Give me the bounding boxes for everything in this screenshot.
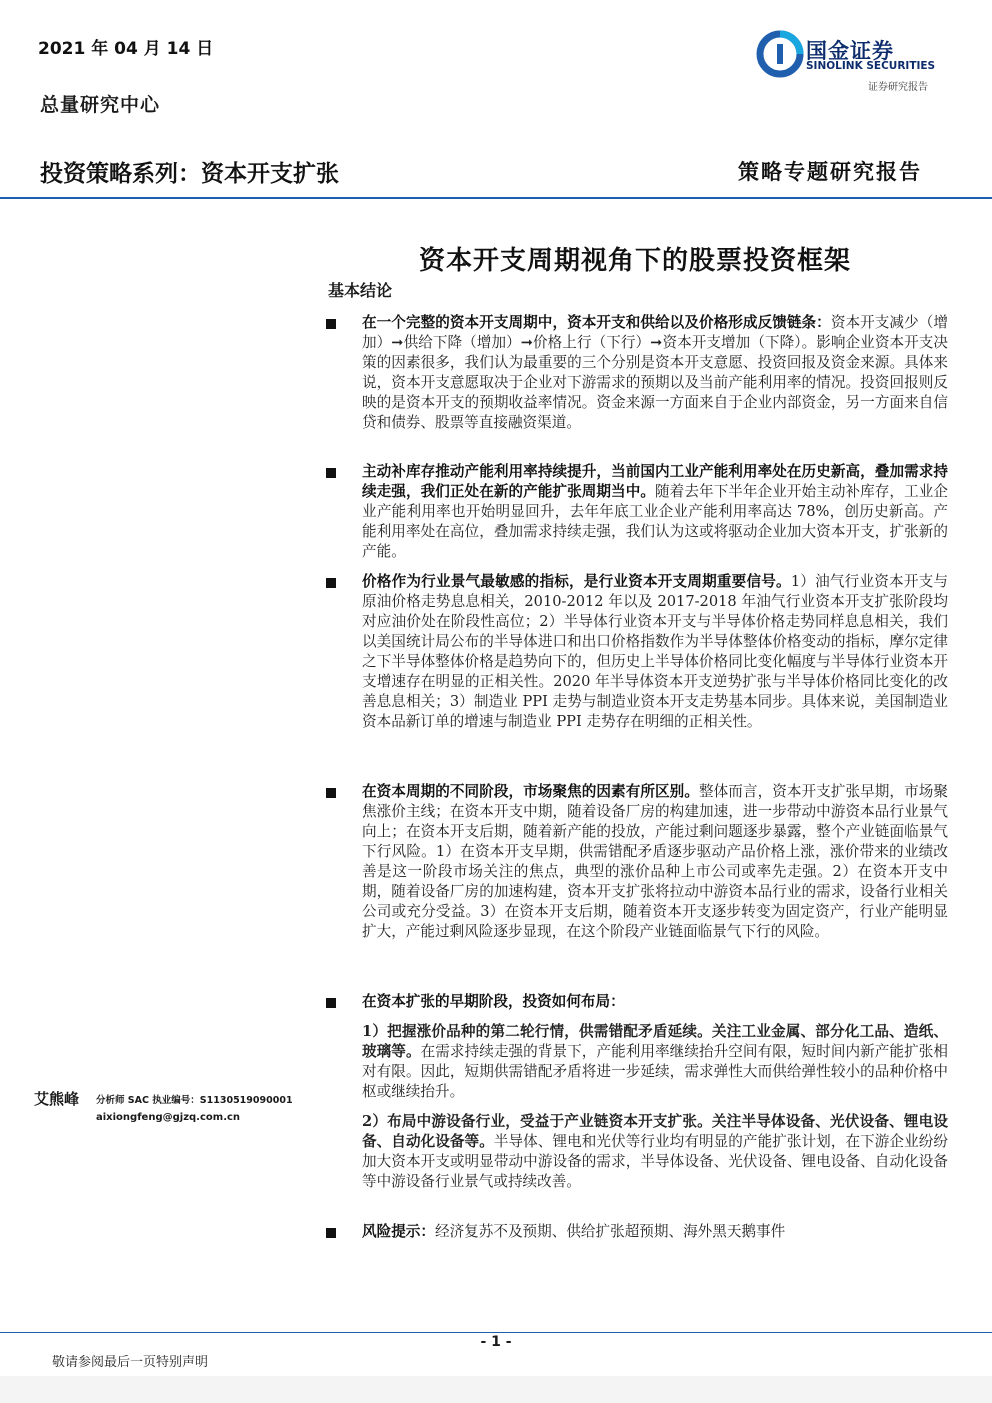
- report-date: 2021 年 04 月 14 日: [38, 39, 214, 59]
- footer-bar: [0, 1376, 992, 1403]
- footer-disclaimer: 敬请参阅最后一页特别声明: [52, 1355, 209, 1370]
- bullet-body: 随着去年下半年企业开始主动补库存，工业企业产能利用率也开始明显回升，去年年底工业企业产能利用率高达 78%，创历史新高。产能利用率处在高位，叠加需求持续走强，我们认为这或将驱动企业加大资本开支，扩张新的产能。: [362, 483, 948, 560]
- footer-divider: [0, 1332, 992, 1333]
- bullet-square-icon: [326, 319, 336, 329]
- logo-subtitle: 证券研究报告: [868, 82, 928, 93]
- bullet-conclusion-1: [326, 313, 948, 433]
- page-number: - 1 -: [480, 1334, 512, 1350]
- analyst-email[interactable]: aixiongfeng@gjzq.com.cn: [96, 1112, 241, 1123]
- bullet-conclusion-2: [326, 462, 948, 562]
- sub-item-bold-lead: 2）布局中游设备行业，受益于产业链资本开支扩张。关注半导体设备、光伏设备、锂电设备、自动化设备等。: [362, 1113, 948, 1150]
- bullet-body: 整体而言，资本开支扩张早期，市场聚焦涨价主线；在资本开支中期，随着设备厂房的构建加速，进一步带动中游资本品行业景气向上；在资本开支后期，随着新产能的投放，产能过剩问题逐步暴露，整个产业链面临景气下行风险。1）在资本开支早期，供需错配矛盾逐步驱动产品价格上涨，涨价带来的业绩改善是这一阶段市场关注的焦点，典型的涨价品种上市公司或率先走强。2）在资本开支中期，随着设备厂房的加速构建，资本开支扩张将拉动中游资本品行业的需求，设备行业相关公司或充分受益。3）在资本开支后期，随着资本开支逐步转变为固定资产，行业产能明显扩大，产能过剩风险逐步显现，在这个阶段产业链面临景气下行的风险。: [362, 783, 948, 940]
- bullet-bold-lead: 风险提示：: [362, 1223, 435, 1240]
- sub-item-2: [362, 1112, 948, 1192]
- bullet-square-icon: [326, 1228, 336, 1238]
- sub-item-bold-lead: 1）把握涨价品种的第二轮行情，供需错配矛盾延续。关注工业金属、部分化工品、造纸、玻璃等。: [362, 1023, 948, 1060]
- sub-item-body: 在需求持续走强的背景下，产能利用率继续抬升空间有限，短时间内新产能扩张相对有限。因此，短期供需错配矛盾将进一步延续，需求弹性大而供给弹性较小的品种价格中枢或继续抬升。: [362, 1043, 948, 1100]
- bullet-conclusion-5: [326, 992, 948, 1012]
- bullet-body: 经济复苏不及预期、供给扩张超预期、海外黑天鹅事件: [434, 1223, 786, 1240]
- bullet-body: 资本开支减少（增加）➞供给下降（增加）➞价格上行（下行）➞资本开支增加（下降）。影响企业资本开支决策的因素很多，我们认为最重要的三个分别是资本开支意愿、投资回报及资金来源。具体来说，资本开支意愿取决于企业对下游需求的预期以及当前产能利用率的情况。投资回报则反映的是资本开支的预期收益率情况。资金来源一方面来自于企业内部资金，另一方面来自信贷和债券、股票等直接融资渠道。: [362, 314, 948, 431]
- analyst-certification: 分析师 SAC 执业编号：S1130519090001: [96, 1095, 293, 1106]
- report-type: 策略专题研究报告: [738, 159, 922, 184]
- bullet-body: 1）油气行业资本开支与原油价格走势息息相关，2010-2012 年以及 2017-2018 年油气行业资本开支扩张阶段均对应油价处在阶段性高位；2）半导体行业资本开支与半导体价格走势同样息息相关，我们以美国统计局公布的半导体进口和出口价格指数作为半导体整体价格变动的指标，摩尔定律之下半导体整体价格是趋势向下的，但历史上半导体价格同比变化幅度与半导体行业资本开支增速存在明显的正相关性。2020 年半导体资本开支逆势扩张与半导体价格同比变化的改善息息相关；3）制造业 PPI 走势与制造业资本开支走势基本同步。具体来说，美国制造业资本品新订单的增速与制造业 PPI 走势存在明细的正相关性。: [362, 573, 948, 730]
- bullet-square-icon: [326, 788, 336, 798]
- analyst-name: 艾熊峰: [34, 1090, 80, 1108]
- bullet-bold-lead: 在一个完整的资本开支周期中，资本开支和供给以及价格形成反馈链条：: [362, 314, 831, 331]
- sub-item-1: [362, 1022, 948, 1102]
- series-title: 投资策略系列：资本开支扩张: [40, 161, 339, 187]
- bullet-bold-lead: 在资本扩张的早期阶段，投资如何布局：: [362, 993, 625, 1010]
- bullet-conclusion-4: [326, 782, 948, 942]
- bullet-square-icon: [326, 468, 336, 478]
- header-divider: [0, 197, 992, 199]
- main-title: 资本开支周期视角下的股票投资框架: [418, 246, 851, 276]
- bullet-square-icon: [326, 578, 336, 588]
- logo-chinese-name: 国金证券: [806, 39, 894, 63]
- bullet-bold-lead: 在资本周期的不同阶段，市场聚焦的因素有所区别。: [362, 783, 699, 800]
- bullet-risk-warning: [326, 1222, 948, 1242]
- sub-item-body: 半导体、锂电和光伏等行业均有明显的产能扩张计划，在下游企业纷纷加大资本开支或明显带动中游设备的需求，半导体设备、光伏设备、锂电设备、自动化设备等中游设备行业景气或持续改善。: [362, 1133, 948, 1190]
- bullet-square-icon: [326, 998, 336, 1008]
- bullet-conclusion-3: [326, 572, 948, 732]
- section-heading: 基本结论: [328, 281, 393, 300]
- department-name: 总量研究中心: [40, 94, 161, 116]
- bullet-bold-lead: 价格作为行业景气最敏感的指标，是行业资本开支周期重要信号。: [362, 573, 791, 590]
- logo-english-name: SINOLINK SECURITIES: [806, 60, 936, 72]
- bullet-bold-lead: 主动补库存推动产能利用率持续提升，当前国内工业产能利用率处在历史新高，叠加需求持续走强，我们正处在新的产能扩张周期当中。: [362, 463, 948, 500]
